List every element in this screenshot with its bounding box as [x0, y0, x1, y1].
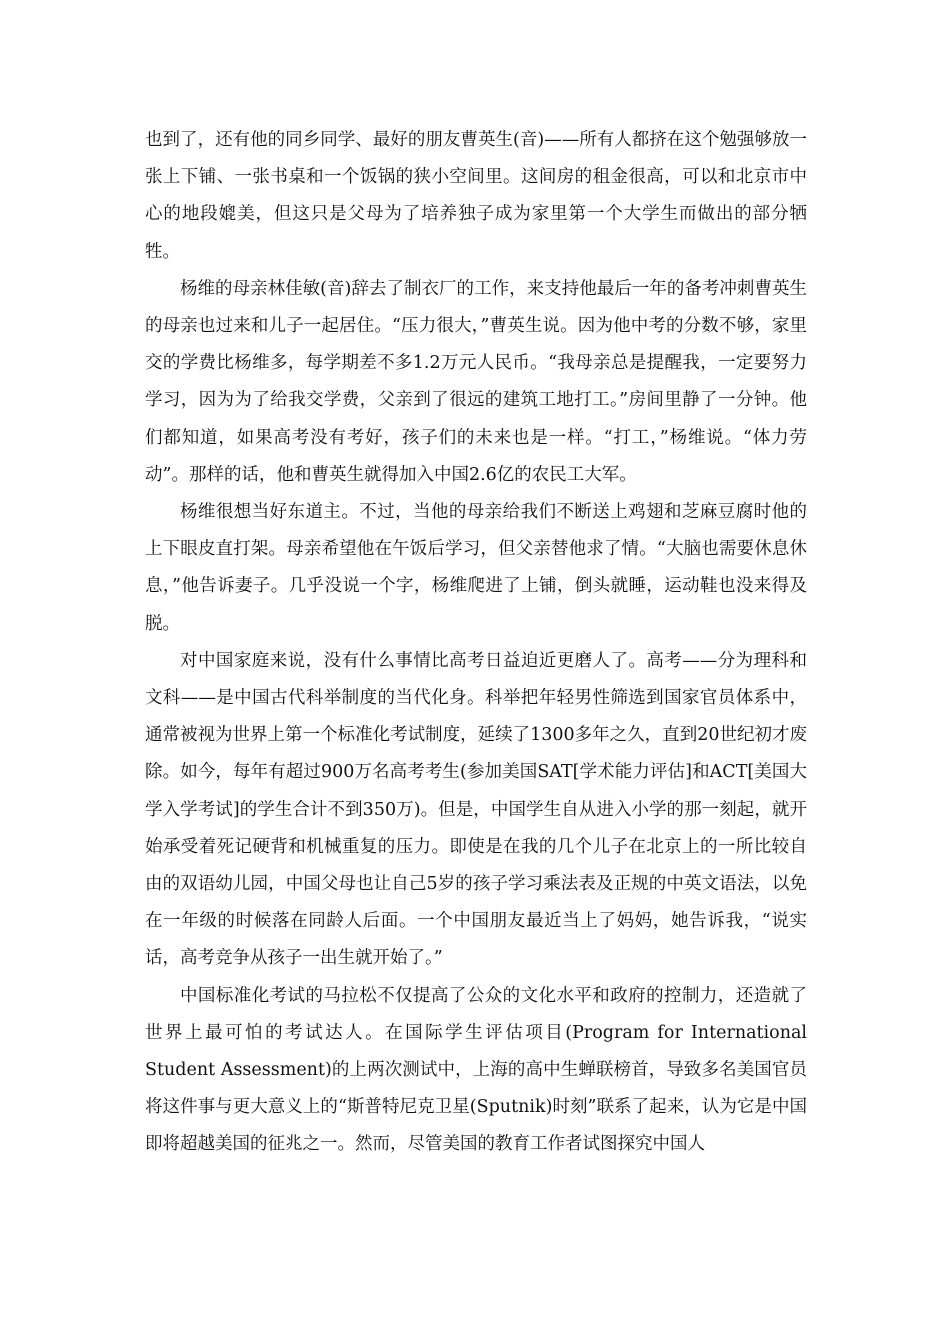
paragraph-3: 杨维很想当好东道主。不过，当他的母亲给我们不断送上鸡翅和芝麻豆腐时他的上下眼皮直打架。母亲希望他在午饭后学习，但父亲替他求了情。“大脑也需要休息休息，”他告诉妻子。几乎没说一个字，杨维爬进了上铺，倒头就睡，运动鞋也没来得及脱。 — [145, 502, 807, 634]
paragraph-1: 也到了，还有他的同乡同学、最好的朋友曹英生(音)——所有人都挤在这个勉强够放一张上下铺、一张书桌和一个饭锅的狭小空间里。这间房的租金很高，可以和北京市中心的地段媲美，但这只是父母为了培养独子成为家里第一个大学生而做出的部分牺牲。 — [145, 130, 807, 262]
paragraph-4: 对中国家庭来说，没有什么事情比高考日益迫近更磨人了。高考——分为理科和文科——是中国古代科举制度的当代化身。科举把年轻男性筛选到国家官员体系中，通常被视为世界上第一个标准化考试制度，延续了1300多年之久，直到20世纪初才废除。如今，每年有超过900万名高考考生(参加美国SAT[学术能力评估]和ACT[美国大学入学考试]的学生合计不到350万)。但是，中国学生自从进入小学的那一刻起，就开始承受着死记硬背和机械重复的压力。即使是在我的几个儿子在北京上的一所比较自由的双语幼儿园，中国父母也让自己5岁的孩子学习乘法表及正规的中英文语法，以免在一年级的时候落在同龄人后面。一个中国朋友最近当上了妈妈，她告诉我，“说实话，高考竞争从孩子一出生就开始了。” — [145, 650, 807, 969]
document-body — [145, 122, 807, 1164]
paragraph-5: 中国标准化考试的马拉松不仅提高了公众的文化水平和政府的控制力，还造就了世界上最可怕的考试达人。在国际学生评估项目(Program for International Student Assessment)的上两次测试中，上海的高中生蝉联榜首，导致多名美国官员将这件事与更大意义上的“斯普特尼克卫星(Sputnik)时刻”联系了起来，认为它是中国即将超越美国的征兆之一。然而，尽管美国的教育工作者试图探究中国人 — [145, 985, 807, 1155]
paragraph-2: 杨维的母亲林佳敏(音)辞去了制衣厂的工作，来支持他最后一年的备考冲刺曹英生的母亲也过来和儿子一起居住。“压力很大，”曹英生说。因为他中考的分数不够，家里交的学费比杨维多，每学期差不多1.2万元人民币。“我母亲总是提醒我，一定要努力学习，因为为了给我交学费，父亲到了很远的建筑工地打工。”房间里静了一分钟。他们都知道，如果高考没有考好，孩子们的未来也是一样。“打工，”杨维说。“体力劳动”。那样的话，他和曹英生就得加入中国2.6亿的农民工大军。 — [145, 278, 807, 485]
